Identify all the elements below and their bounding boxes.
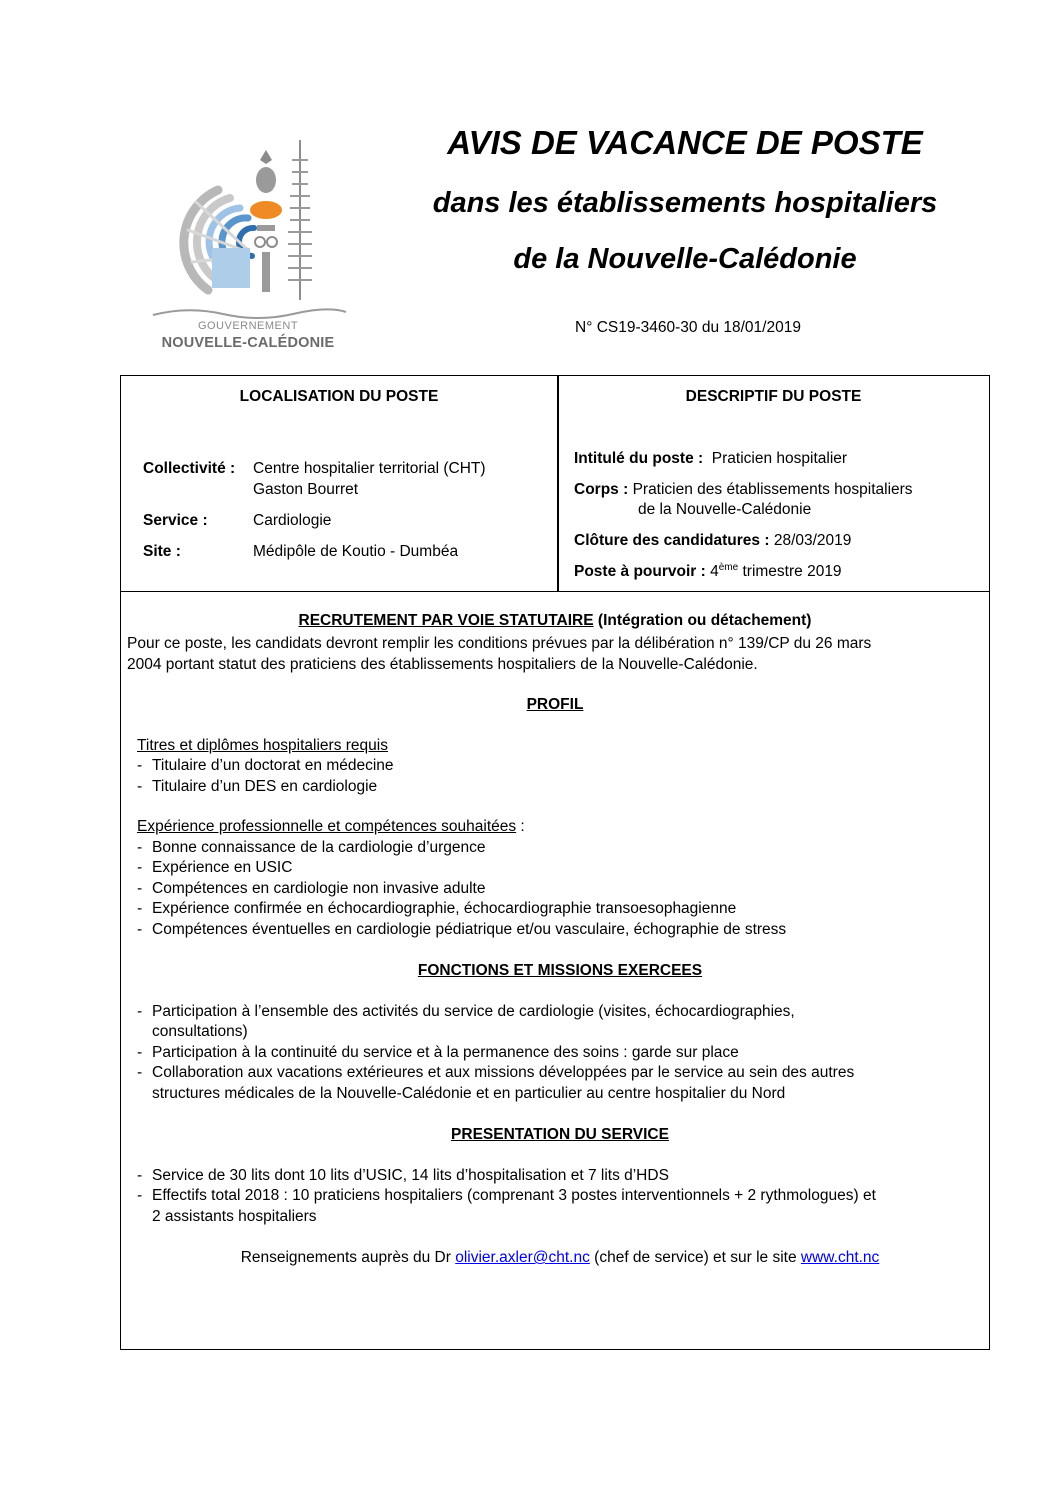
- list-item: - Service de 30 lits dont 10 lits d’USIC, 14 lits d’hospitalisation et 7 lits d’HDS: [137, 1167, 669, 1184]
- nautilus-logo-icon: [148, 130, 348, 320]
- cloture-value: 28/03/2019: [773, 532, 852, 549]
- list-item: - Participation à l’ensemble des activités du service de cardiologie (visites, échocardiographies,: [137, 1003, 795, 1020]
- government-logo: [148, 130, 348, 355]
- site-value: Médipôle de Koutio - Dumbéa: [253, 543, 459, 560]
- list-item-continuation: 2 assistants hospitaliers: [152, 1208, 317, 1225]
- intitule-value: Praticien hospitalier: [711, 450, 848, 467]
- intitule-label: Intitulé du poste :: [574, 450, 704, 467]
- recrutement-heading-note: (Intégration ou détachement): [597, 612, 812, 629]
- page-subtitle-1: dans les établissements hospitaliers: [432, 187, 938, 219]
- job-details-box: [120, 590, 990, 1350]
- cloture-label: Clôture des candidatures :: [574, 532, 770, 549]
- poste-row: [574, 562, 842, 582]
- poste-label: Poste à pourvoir :: [574, 563, 706, 580]
- recrutement-heading-main: RECRUTEMENT PAR VOIE STATUTAIRE: [298, 612, 594, 629]
- list-item: - Titulaire d’un doctorat en médecine: [137, 757, 394, 774]
- experience-heading: Expérience professionnelle et compétences souhaitées: [137, 818, 517, 835]
- recrutement-text-line2: 2004 portant statut des praticiens des établissements hospitaliers de la Nouvelle-Calédonie.: [127, 656, 758, 673]
- descriptif-heading: DESCRIPTIF DU POSTE: [685, 388, 862, 405]
- poste-value-number: 4: [710, 563, 719, 580]
- profil-heading: PROFIL: [526, 696, 584, 713]
- corps-value-line2: de la Nouvelle-Calédonie: [638, 501, 812, 518]
- list-item: - Participation à la continuité du service et à la permanence des soins : garde sur place: [137, 1044, 739, 1061]
- column-divider: [557, 376, 559, 591]
- experience-heading-row: Expérience professionnelle et compétences souhaitées :: [137, 818, 525, 835]
- email-link[interactable]: olivier.axler@cht.nc: [455, 1249, 590, 1266]
- list-item: - Titulaire d’un DES en cardiologie: [137, 778, 378, 795]
- job-summary-box: [120, 375, 990, 592]
- cloture-row: [574, 531, 851, 551]
- list-item: - Effectifs total 2018 : 10 praticiens hospitaliers (comprenant 3 postes interventionnels + 2 rythmologues) et: [137, 1187, 876, 1204]
- collectivite-value-line1: Centre hospitalier territorial (CHT): [253, 460, 486, 477]
- page-subtitle-2: de la Nouvelle-Calédonie: [513, 243, 857, 275]
- corps-row: [574, 480, 913, 500]
- collectivite-label: Collectivité :: [143, 460, 236, 477]
- list-item: - Compétences en cardiologie non invasive adulte: [137, 880, 486, 897]
- website-link[interactable]: www.cht.nc: [800, 1249, 880, 1266]
- reference-number: N° CS19-3460-30 du 18/01/2019: [575, 319, 801, 336]
- contact-line: Renseignements auprès du Dr olivier.axler@cht.nc (chef de service) et sur le site www.cht.nc: [240, 1249, 880, 1266]
- presentation-heading: PRESENTATION DU SERVICE: [451, 1126, 669, 1143]
- list-item: - Collaboration aux vacations extérieures et aux missions développées par le service au sein des autres: [137, 1064, 855, 1081]
- logo-text-government: GOUVERNEMENT: [197, 320, 299, 332]
- localisation-heading: LOCALISATION DU POSTE: [239, 388, 439, 405]
- service-label: Service :: [143, 512, 208, 529]
- fonctions-heading: FONCTIONS ET MISSIONS EXERCEES: [417, 962, 703, 979]
- corps-value-line1: Praticien des établissements hospitaliers: [632, 481, 913, 498]
- recrutement-heading: [121, 611, 989, 631]
- intitule-row: [574, 449, 847, 469]
- recrutement-text-line1: Pour ce poste, les candidats devront remplir les conditions prévues par la délibération n° 139/CP du 26 mars: [127, 635, 872, 652]
- corps-label: Corps :: [574, 481, 629, 498]
- poste-value-rest: trimestre 2019: [742, 563, 842, 580]
- service-value: Cardiologie: [253, 512, 332, 529]
- site-label: Site :: [143, 543, 181, 560]
- titres-heading: Titres et diplômes hospitaliers requis: [137, 737, 388, 754]
- list-item-continuation: structures médicales de la Nouvelle-Calédonie et en particulier au centre hospitalier du Nord: [152, 1085, 786, 1102]
- logo-text-territory: NOUVELLE-CALÉDONIE: [161, 335, 335, 351]
- list-item: - Expérience confirmée en échocardiographie, échocardiographie transoesophagienne: [137, 900, 737, 917]
- list-item: - Compétences éventuelles en cardiologie pédiatrique et/ou vasculaire, échographie de stress: [137, 921, 787, 938]
- page-title: AVIS DE VACANCE DE POSTE: [447, 124, 923, 161]
- list-item-continuation: consultations): [152, 1023, 248, 1040]
- list-item: - Bonne connaissance de la cardiologie d’urgence: [137, 839, 486, 856]
- poste-value-ordinal: ème: [718, 561, 739, 573]
- collectivite-value-line2: Gaston Bourret: [253, 481, 359, 498]
- list-item: - Expérience en USIC: [137, 859, 293, 876]
